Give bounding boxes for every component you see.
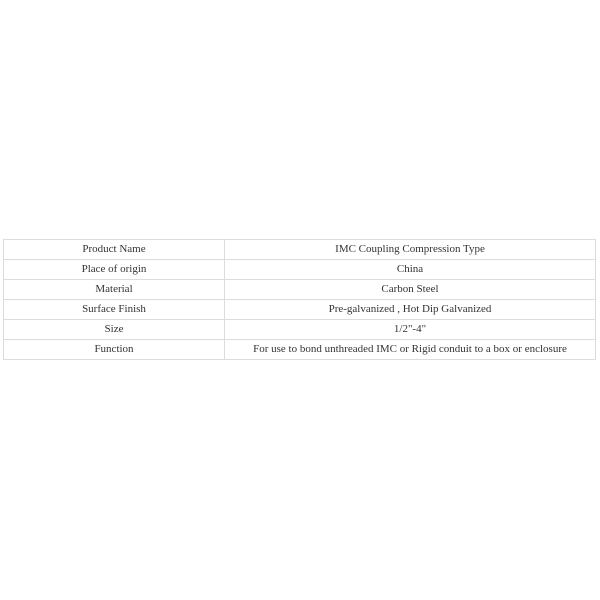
table-row (4, 240, 596, 260)
row-label: Surface Finish (4, 300, 225, 320)
table-row (4, 340, 596, 360)
row-value: Carbon Steel (225, 280, 596, 300)
table-row (4, 260, 596, 280)
product-spec-table (3, 239, 596, 360)
table-row (4, 280, 596, 300)
table-row (4, 320, 596, 340)
table-row (4, 300, 596, 320)
row-label: Function (4, 340, 225, 360)
row-label: Size (4, 320, 225, 340)
row-label: Place of origin (4, 260, 225, 280)
row-label: Product Name (4, 240, 225, 260)
row-value: 1/2"-4" (225, 320, 596, 340)
row-value: IMC Coupling Compression Type (225, 240, 596, 260)
row-value: Pre-galvanized , Hot Dip Galvanized (225, 300, 596, 320)
row-value: China (225, 260, 596, 280)
row-label: Material (4, 280, 225, 300)
row-value: For use to bond unthreaded IMC or Rigid conduit to a box or enclosure (225, 340, 596, 360)
